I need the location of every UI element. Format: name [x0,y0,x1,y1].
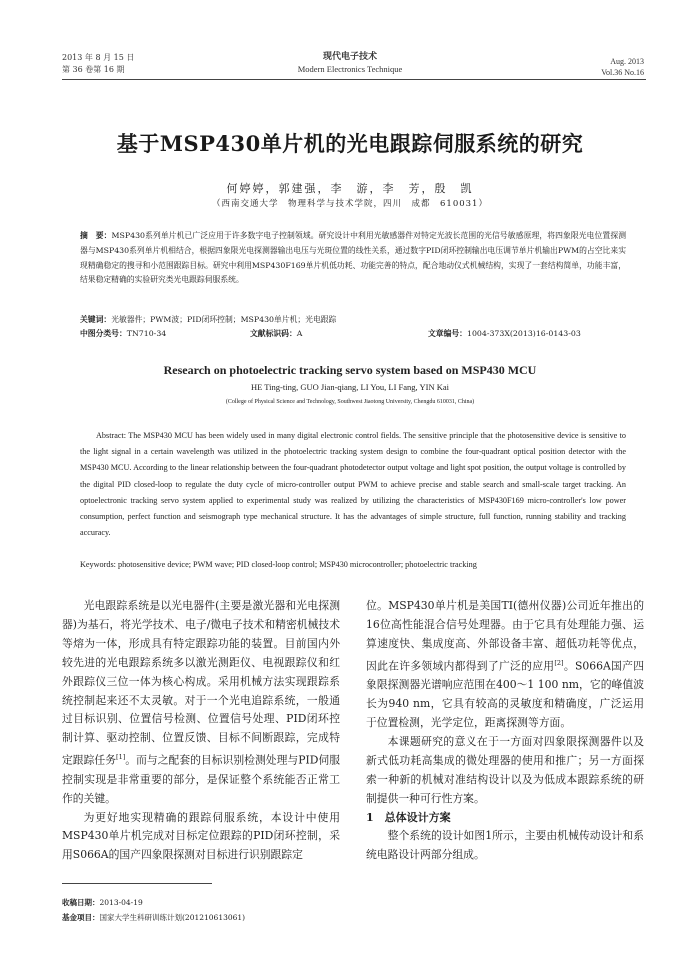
header-volume-en: Vol.36 No.16 [601,68,644,77]
body-paragraph [62,597,340,809]
citation: [1] [116,753,126,762]
cn-keywords-label: 关键词： [80,315,112,324]
en-authors: HE Ting-ting, GUO Jian-qiang, LI You, LI Fang, YIN Kai [250,382,449,392]
citation: [2] [554,658,564,667]
clc-label: 中图分类号： [80,329,127,338]
header-date: 2013 年 8 月 15 日 [62,53,135,62]
fund-value: 国家大学生科研训练计划(201210613061) [99,913,246,922]
affiliation: （西南交通大学 物理科学与技术学院，四川 成都 610031） [212,199,488,209]
page-title: 基于MSP430单片机的光电跟踪伺服系统的研究 [116,131,584,156]
en-keywords-text: photosensitive device; PWM wave; PID closed-loop control; MSP430 microcontroller; photoelectric tracking [117,560,477,569]
cn-abstract [80,229,626,288]
fund-label: 基金项目： [62,913,100,922]
body-text: 位。MSP430单片机是美国TI(德州仪器)公司近年推出的16位高性能混合信号处理器。由于它具有处理能力强、运算速度快、集成度高、外部设备丰富、超低功耗等优点，因此在许多领域内都得到了广泛的应用 [366,599,644,673]
article-number [428,327,581,341]
header-volume: 第 36 卷第 16 期 [62,65,125,74]
header-date-en: Aug. 2013 [610,57,644,66]
cn-abstract-text: MSP430系列单片机已广泛应用于许多数字电子控制领域。研究设计中利用光敏感器件对特定光波长范围的光信号敏感原理，将四象限光电位置探测器与MSP430系列单片机相结合，根据四象限光电探测器输出电压与光斑位置的线性关系，通过数字PID闭环控制输出电压调节单片机输出PWM的占空比来实现精确稳定的搜寻和小范围跟踪目标。研究中利用MSP430F169单片机低功耗、功能完善的特点，配合地动仪式机械结构，实现了一套结构简单，功能丰富，结果稳定精确的实验研究类光电跟踪伺服系统。 [80,231,626,285]
section-heading: 1 总体设计方案 [366,810,451,824]
doc-code-value: A [296,329,303,338]
body-text: 光电跟踪系统是以光电器件(主要是激光器和光电探测器)为基石，将光学技术、电子/微电子技术和精密机械技术等熔为一体，形成具有特定跟踪功能的装置。目前国内外较先进的光电跟踪系统多以激光测距仪、电视跟踪仪和红外跟踪仪三位一体为核心构成。采用机械方法实现跟踪系统控制起来还不太灵敏。对于一个光电追踪系统，一般通过目标识别、位置信号检测、位置信号处理、PID闭环控制计算、驱动控制、位置反馈、目标不间断跟踪，完成特定跟踪任务 [62,599,340,767]
received-value: 2013-04-19 [99,898,143,907]
cn-abstract-label: 摘 要： [80,231,112,240]
body-right-column [366,597,644,865]
body-text: 。而与之配套的目标识别检测处理与PID伺服控制实现是非常重要的部分，是保证整个系统能否正常工作的关键。 [62,753,341,805]
journal-name-cn: 现代电子技术 [322,52,377,62]
fund-info [62,910,245,925]
clc-value: TN710-34 [126,329,167,338]
body-text: 。S066A国产四象限探测器光谱响应范围在400～1 100 nm，它的峰值波长为940 nm，它具有较高的灵敏度和精确度，广泛运用于位置检测，光学定位，距离探测等方面。 [366,659,644,730]
body-paragraph: 整个系统的设计如图1所示，主要由机械传动设计和系统电路设计两部分组成。 [366,829,644,862]
en-keywords-label: Keywords: [80,560,116,569]
authors: 何婷婷，郭建强，李 游，李 芳，殷 凯 [226,182,474,195]
en-affiliation: (College of Physical Science and Technology, Southwest Jiaotong University, Chengdu 610031, China) [225,399,475,405]
body-paragraph [366,597,644,733]
cn-keywords-text: 光敏器件；PWM波；PID闭环控制；MSP430单片机；光电跟踪 [111,315,337,324]
doc-code-label: 文献标识码： [250,329,297,338]
body-paragraph: 本课题研究的意义在于一方面对四象限探测器件以及新式低功耗高集成的微处理器的使用和推广；另一方面探索一种新的机械对准结构设计以及为低成本跟踪系统的研制提供一种可行性方案。 [366,734,644,805]
received-label: 收稿日期： [62,898,100,907]
body-left-column [62,597,340,865]
doc-code [250,327,302,341]
en-abstract-label: Abstract: [96,431,127,440]
journal-name-en: Modern Electronics Technique [297,64,403,74]
footnote-rule [62,883,212,884]
article-number-value: 1004-373X(2013)16-0143-03 [466,329,581,338]
header-rule [62,79,646,80]
body-paragraph: 为更好地实现精确的跟踪伺服系统，本设计中使用MSP430单片机完成对目标定位跟踪的PID闭环控制，采用S066A的国产四象限探测对目标进行识别跟踪定 [62,810,340,862]
clc-number [80,327,166,341]
en-abstract [80,428,626,541]
en-keywords [80,558,626,572]
article-number-label: 文章编号： [428,329,467,338]
cn-keywords [80,313,626,327]
en-title: Research on photoelectric tracking servo system based on MSP430 MCU [163,363,537,377]
footnote [62,895,245,925]
received-date [62,895,245,910]
en-abstract-text: The MSP430 MCU has been widely used in many digital electronic control fields. The sensitive principle that the photosensitive device is sensitive to the light signal in a certain wavelength was utilized in the photoelectric tracking system design to combine the four-quadrant optical position detector with the MSP430 MCU. According to the linear relationship between the four-quadrant photodetector output voltage and light spot position, the output voltage is controlled by the digital PID closed-loop to regulate the duty cycle of micro-controller output PWM to achieve precise and stable search and small-scale target tracking. An optoelectronic tracking servo system applied to experimental study was realized by utilizing the characteristics of MSP430F169 micro-controller's low power consumption, perfect function and seismograph type mechanical structure. It has the advantages of simple structure, full function, running stability and tracking accuracy. [80,431,627,538]
